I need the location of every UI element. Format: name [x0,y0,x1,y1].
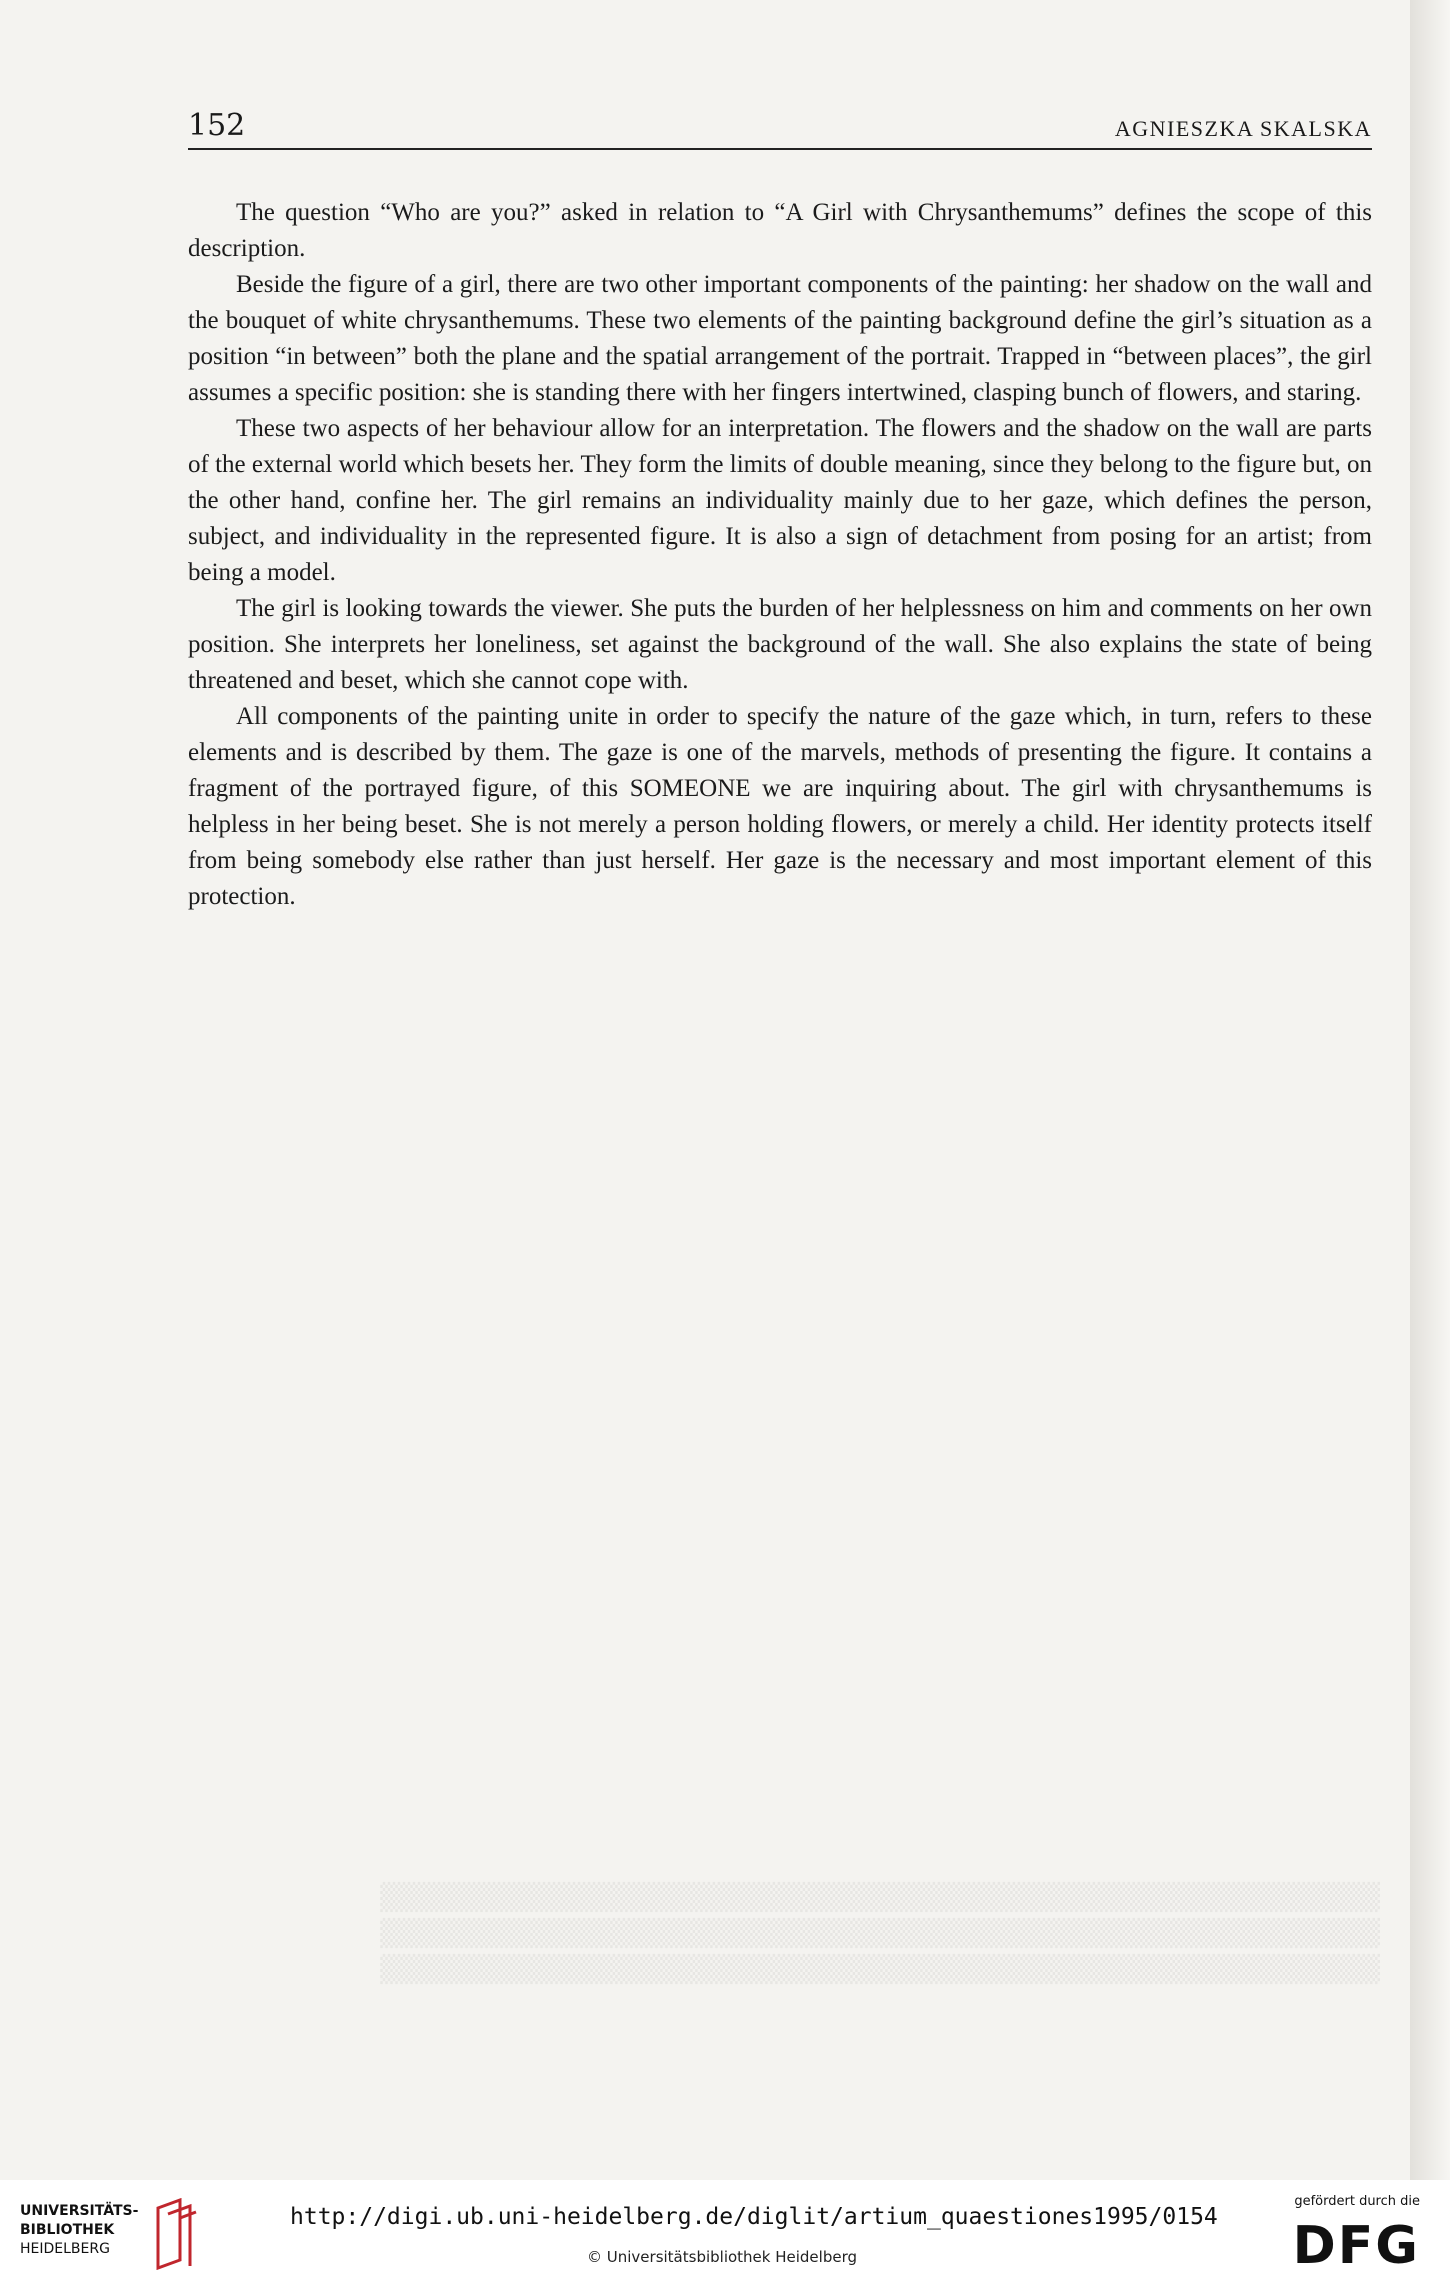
bleed-through-texture: ▒▒▒▒▒▒▒▒▒▒▒▒▒▒▒▒▒▒▒▒▒▒▒▒▒▒▒▒▒▒▒▒▒▒▒▒▒▒▒▒▒▒▒▒▒▒▒▒▒▒ ▒▒▒▒▒▒▒▒▒▒▒▒▒▒▒▒▒▒▒▒▒▒▒▒▒▒▒▒▒▒▒▒▒▒▒▒▒▒▒▒▒▒▒▒▒▒▒▒▒▒ ▒▒▒▒▒▒▒▒▒▒▒▒▒▒▒▒▒▒▒▒▒▒▒▒▒▒▒▒▒▒▒▒▒▒▒▒▒▒▒▒▒▒▒▒▒▒▒▒▒▒ [380,1883,1380,1985]
page-header [188,108,1372,150]
library-name-line: HEIDELBERG [20,2241,110,2257]
page-number: 152 [188,108,246,143]
paragraph: Beside the figure of a girl, there are two other important components of the painting: her shadow on the wall and the bouquet of white chrysanthemums. These two elements of the painting background define the girl’s situation as a position “in between” both the plane and the spatial arrangement of the portrait. Trapped in “between places”, the girl assumes a specific position: she is standing there with her fingers intertwined, clasping bunch of flowers, and staring. [188,271,1372,406]
library-logo-icon [150,2198,200,2270]
paragraph: The girl is looking towards the viewer. She puts the burden of her helplessness on him and comments on her own position. She interprets her loneliness, set against the background of the wall. She also explains the state of being threatened and beset, which she cannot cope with. [188,595,1372,694]
funding-label: gefördert durch die [1294,2194,1420,2209]
article-body [188,195,1372,915]
page-edge-shadow [1410,0,1450,2180]
dfg-logo: DFG [1292,2216,1420,2276]
paragraph: All components of the painting unite in order to specify the nature of the gaze which, in turn, refers to these elements and is described by them. The gaze is one of the marvels, methods of presenting the figure. It contains a fragment of the portrayed figure, of this SOMEONE we are inquiring about. The girl with chrysanthemums is helpless in her being beset. She is not merely a person holding flowers, or merely a child. Her identity protects itself from being somebody else rather than just herself. Her gaze is the necessary and most important element of this protection. [188,703,1372,910]
digitization-footer [0,2180,1450,2284]
paragraph: The question “Who are you?” asked in relation to “A Girl with Chrysanthemums” defines the scope of this description. [188,199,1372,262]
running-head: AGNIESZKA SKALSKA [1114,116,1372,141]
library-logo-text [20,2202,140,2259]
paragraph: These two aspects of her behaviour allow for an interpretation. The flowers and the shadow on the wall are parts of the external world which besets her. They form the limits of double meaning, since they belong to the figure but, on the other hand, confine her. The girl remains an individuality mainly due to her gaze, which defines the person, subject, and individuality in the represented figure. It is also a sign of detachment from posing for an artist; from being a model. [188,415,1372,586]
copyright-notice: © Universitätsbibliothek Heidelberg [587,2248,858,2266]
library-name-line: UNIVERSITÄTS- [20,2203,139,2219]
permalink[interactable]: http://digi.ub.uni-heidelberg.de/diglit/artium_quaestiones1995/0154 [290,2204,1218,2230]
library-name-line: BIBLIOTHEK [20,2222,115,2238]
